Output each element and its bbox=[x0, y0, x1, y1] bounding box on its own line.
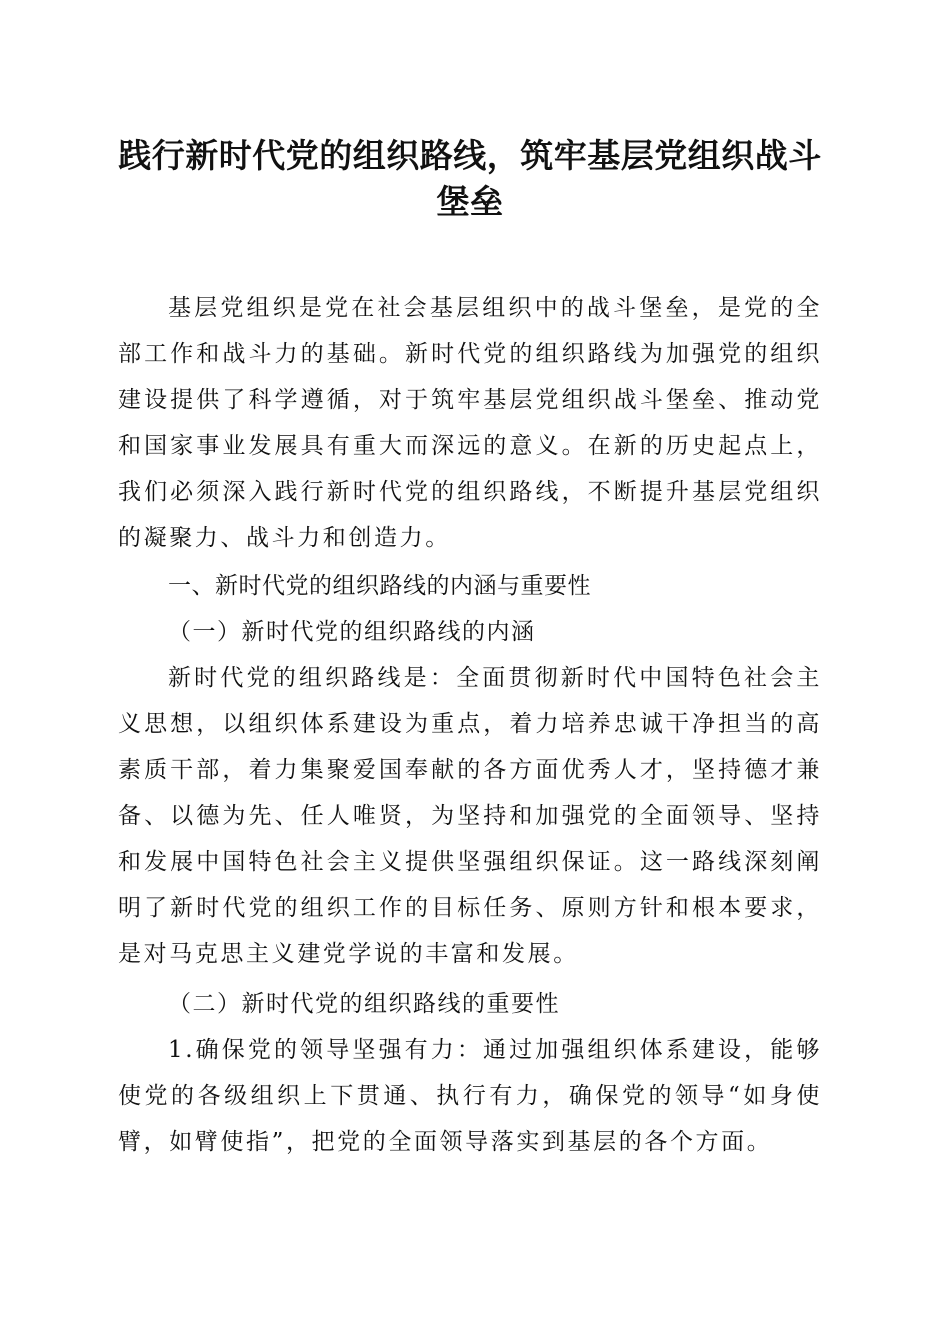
intro-paragraph: 基层党组织是党在社会基层组织中的战斗堡垒，是党的全部工作和战斗力的基础。新时代党的组织路线为加强党的组织建设提供了科学遵循，对于筑牢基层党组织战斗堡垒、推动党和国家事业发展具有重大而深远的意义。在新的历史起点上，我们必须深入践行新时代党的组织路线，不断提升基层党组织的凝聚力、战斗力和创造力。 bbox=[118, 295, 822, 551]
section-1-heading: 一、新时代党的组织路线的内涵与重要性 bbox=[168, 573, 591, 599]
subsection-1-heading: （一）新时代党的组织路线的内涵 bbox=[168, 619, 536, 645]
subsection-2-item-1: 1.确保党的领导坚强有力：通过加强组织体系建设，能够使党的各级组织上下贯通、执行有力，确保党的领导“如身使臂，如臂使指”，把党的全面领导落实到基层的各个方面。 bbox=[118, 1037, 822, 1155]
document-page bbox=[118, 0, 822, 1165]
subsection-1-paragraph: 新时代党的组织路线是：全面贯彻新时代中国特色社会主义思想，以组织体系建设为重点，着力培养忠诚干净担当的高素质干部，着力集聚爱国奉献的各方面优秀人才，坚持德才兼备、以德为先、任人唯贤，为坚持和加强党的全面领导、坚持和发展中国特色社会主义提供坚强组织保证。这一路线深刻阐明了新时代党的组织工作的目标任务、原则方针和根本要求，是对马克思主义建党学说的丰富和发展。 bbox=[118, 665, 822, 967]
document-title: 践行新时代党的组织路线，筑牢基层党组织战斗堡垒 bbox=[118, 136, 822, 221]
subsection-2-heading: （二）新时代党的组织路线的重要性 bbox=[168, 991, 560, 1017]
